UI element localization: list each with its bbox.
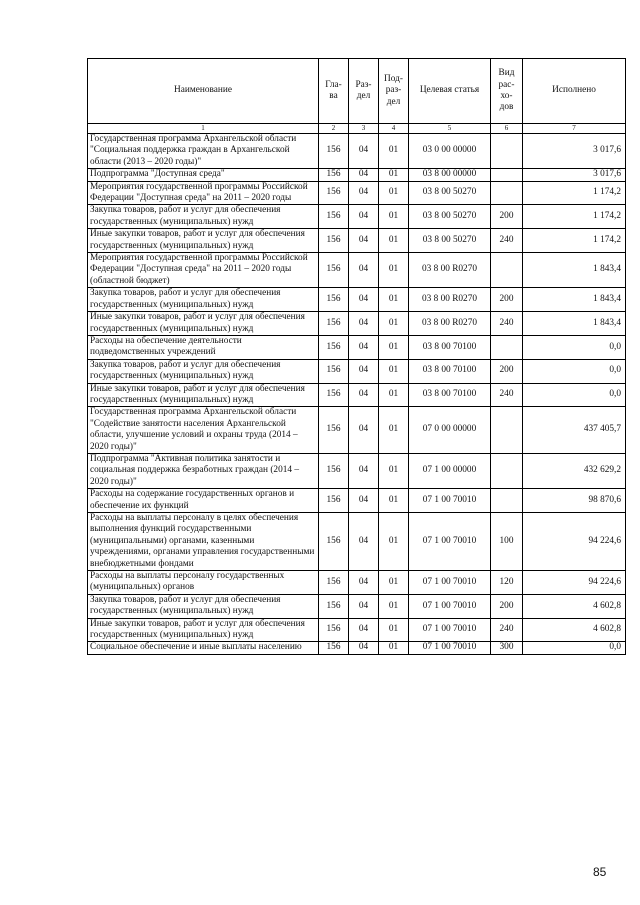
cell-target: 03 8 00 70100 [409,359,491,383]
cell-target: 03 8 00 70100 [409,383,491,407]
cell-podrazdel: 01 [379,618,409,642]
cell-target: 03 8 00 R0270 [409,288,491,312]
column-number: 5 [409,124,491,134]
cell-vid: 240 [491,312,523,336]
cell-glava: 156 [319,513,349,571]
cell-podrazdel: 01 [379,288,409,312]
column-number: 1 [88,124,319,134]
cell-name: Подпрограмма "Активная политика занятости и социальная поддержка безработных граждан (2014 – 2020 годы)" [88,453,319,488]
cell-glava: 156 [319,169,349,181]
cell-glava: 156 [319,489,349,513]
cell-name: Расходы на выплаты персоналу в целях обеспечения выполнения функций государственными (муниципальными) органами, казенными учреждениями, органами управления государственными внебюджетными фондами [88,513,319,571]
table-row [88,229,626,253]
table-row [88,253,626,288]
cell-glava: 156 [319,335,349,359]
cell-glava: 156 [319,181,349,205]
column-number-row [88,124,626,134]
cell-vid [491,253,523,288]
cell-target: 03 0 00 00000 [409,134,491,169]
cell-amount: 437 405,7 [523,407,626,454]
cell-razdel: 04 [349,453,379,488]
cell-amount: 4 602,8 [523,594,626,618]
cell-podrazdel: 01 [379,205,409,229]
cell-podrazdel: 01 [379,594,409,618]
cell-name: Закупка товаров, работ и услуг для обеспечения государственных (муниципальных) нужд [88,594,319,618]
table-body [88,134,626,655]
header-podrazdel: Под- раз- дел [379,59,409,124]
cell-name: Иные закупки товаров, работ и услуг для обеспечения государственных (муниципальных) нужд [88,229,319,253]
cell-podrazdel: 01 [379,642,409,654]
cell-target: 03 8 00 50270 [409,181,491,205]
cell-podrazdel: 01 [379,407,409,454]
cell-target: 07 1 00 70010 [409,642,491,654]
cell-name: Иные закупки товаров, работ и услуг для обеспечения государственных (муниципальных) нужд [88,618,319,642]
cell-razdel: 04 [349,335,379,359]
cell-vid: 200 [491,359,523,383]
cell-target: 03 8 00 70100 [409,335,491,359]
cell-vid [491,181,523,205]
cell-name: Закупка товаров, работ и услуг для обеспечения государственных (муниципальных) нужд [88,359,319,383]
cell-glava: 156 [319,312,349,336]
cell-podrazdel: 01 [379,359,409,383]
cell-target: 07 1 00 70010 [409,489,491,513]
cell-razdel: 04 [349,359,379,383]
cell-glava: 156 [319,618,349,642]
cell-amount: 0,0 [523,642,626,654]
table-row [88,312,626,336]
cell-target: 03 8 00 R0270 [409,312,491,336]
cell-name: Государственная программа Архангельской области "Содействие занятости населения Архангельской области, улучшение условий и охраны труда (2014 – 2020 годы)" [88,407,319,454]
table-row [88,642,626,654]
table-row [88,288,626,312]
cell-target: 07 0 00 00000 [409,407,491,454]
cell-name: Социальное обеспечение и иные выплаты населению [88,642,319,654]
cell-glava: 156 [319,383,349,407]
column-number: 6 [491,124,523,134]
cell-podrazdel: 01 [379,134,409,169]
cell-razdel: 04 [349,407,379,454]
table-row [88,335,626,359]
table-row [88,359,626,383]
cell-vid: 200 [491,205,523,229]
cell-razdel: 04 [349,312,379,336]
cell-target: 03 8 00 00000 [409,169,491,181]
header-row [88,59,626,124]
cell-podrazdel: 01 [379,335,409,359]
cell-podrazdel: 01 [379,453,409,488]
cell-target: 07 1 00 70010 [409,618,491,642]
cell-amount: 1 843,4 [523,312,626,336]
cell-glava: 156 [319,359,349,383]
cell-amount: 1 174,2 [523,205,626,229]
cell-glava: 156 [319,229,349,253]
cell-target: 07 1 00 70010 [409,571,491,595]
cell-razdel: 04 [349,513,379,571]
table-row [88,407,626,454]
cell-target: 03 8 00 R0270 [409,253,491,288]
cell-vid: 240 [491,618,523,642]
cell-name: Мероприятия государственной программы Российской Федерации "Доступная среда" на 2011 – 2020 годы [88,181,319,205]
cell-amount: 4 602,8 [523,618,626,642]
table-row [88,513,626,571]
budget-table [87,58,626,655]
cell-razdel: 04 [349,642,379,654]
cell-target: 07 1 00 70010 [409,594,491,618]
cell-vid: 200 [491,288,523,312]
page-number: 85 [593,865,607,879]
cell-amount: 3 017,6 [523,169,626,181]
header-vid: Вид рас- хо- дов [491,59,523,124]
cell-podrazdel: 01 [379,513,409,571]
cell-razdel: 04 [349,229,379,253]
cell-amount: 1 174,2 [523,229,626,253]
cell-razdel: 04 [349,288,379,312]
table-row [88,181,626,205]
header-executed: Исполнено [523,59,626,124]
cell-podrazdel: 01 [379,229,409,253]
table-row [88,383,626,407]
cell-glava: 156 [319,642,349,654]
cell-podrazdel: 01 [379,571,409,595]
cell-name: Расходы на обеспечение деятельности подведомственных учреждений [88,335,319,359]
header-razdel: Раз- дел [349,59,379,124]
cell-name: Расходы на выплаты персоналу государственных (муниципальных) органов [88,571,319,595]
cell-glava: 156 [319,253,349,288]
cell-vid: 240 [491,383,523,407]
cell-amount: 1 174,2 [523,181,626,205]
cell-glava: 156 [319,205,349,229]
cell-razdel: 04 [349,181,379,205]
table-row [88,618,626,642]
table-row [88,134,626,169]
cell-razdel: 04 [349,205,379,229]
column-number: 2 [319,124,349,134]
cell-razdel: 04 [349,253,379,288]
column-number: 4 [379,124,409,134]
table-row [88,453,626,488]
header-glava: Гла- ва [319,59,349,124]
table-row [88,169,626,181]
cell-razdel: 04 [349,169,379,181]
cell-amount: 94 224,6 [523,571,626,595]
cell-amount: 1 843,4 [523,288,626,312]
cell-name: Мероприятия государственной программы Российской Федерации "Доступная среда" на 2011 – 2020 годы (областной бюджет) [88,253,319,288]
cell-amount: 0,0 [523,359,626,383]
cell-name: Закупка товаров, работ и услуг для обеспечения государственных (муниципальных) нужд [88,288,319,312]
cell-name: Государственная программа Архангельской области "Социальная поддержка граждан в Архангельской области (2013 – 2020 годы)" [88,134,319,169]
cell-target: 07 1 00 70010 [409,513,491,571]
cell-amount: 0,0 [523,335,626,359]
cell-amount: 98 870,6 [523,489,626,513]
cell-razdel: 04 [349,618,379,642]
cell-amount: 3 017,6 [523,134,626,169]
cell-vid: 300 [491,642,523,654]
table-row [88,594,626,618]
cell-vid [491,407,523,454]
column-number: 7 [523,124,626,134]
cell-target: 03 8 00 50270 [409,229,491,253]
cell-glava: 156 [319,571,349,595]
cell-razdel: 04 [349,571,379,595]
cell-razdel: 04 [349,594,379,618]
cell-amount: 0,0 [523,383,626,407]
table-row [88,205,626,229]
cell-vid: 240 [491,229,523,253]
cell-name: Иные закупки товаров, работ и услуг для обеспечения государственных (муниципальных) нужд [88,383,319,407]
header-name: Наименование [88,59,319,124]
cell-glava: 156 [319,407,349,454]
cell-razdel: 04 [349,134,379,169]
cell-glava: 156 [319,453,349,488]
cell-podrazdel: 01 [379,253,409,288]
cell-podrazdel: 01 [379,312,409,336]
cell-vid [491,335,523,359]
cell-podrazdel: 01 [379,169,409,181]
cell-razdel: 04 [349,383,379,407]
cell-amount: 432 629,2 [523,453,626,488]
cell-vid: 120 [491,571,523,595]
cell-vid: 100 [491,513,523,571]
cell-podrazdel: 01 [379,489,409,513]
cell-glava: 156 [319,134,349,169]
cell-name: Иные закупки товаров, работ и услуг для обеспечения государственных (муниципальных) нужд [88,312,319,336]
cell-podrazdel: 01 [379,383,409,407]
column-number: 3 [349,124,379,134]
cell-name: Подпрограмма "Доступная среда" [88,169,319,181]
budget-table-sheet [87,58,625,655]
cell-target: 07 1 00 00000 [409,453,491,488]
cell-amount: 94 224,6 [523,513,626,571]
cell-target: 03 8 00 50270 [409,205,491,229]
cell-vid [491,453,523,488]
cell-vid: 200 [491,594,523,618]
cell-glava: 156 [319,288,349,312]
cell-name: Расходы на содержание государственных органов и обеспечение их функций [88,489,319,513]
cell-glava: 156 [319,594,349,618]
cell-vid [491,169,523,181]
cell-vid [491,489,523,513]
cell-podrazdel: 01 [379,181,409,205]
cell-amount: 1 843,4 [523,253,626,288]
cell-razdel: 04 [349,489,379,513]
cell-name: Закупка товаров, работ и услуг для обеспечения государственных (муниципальных) нужд [88,205,319,229]
table-row [88,571,626,595]
table-row [88,489,626,513]
header-target: Целевая статья [409,59,491,124]
cell-vid [491,134,523,169]
